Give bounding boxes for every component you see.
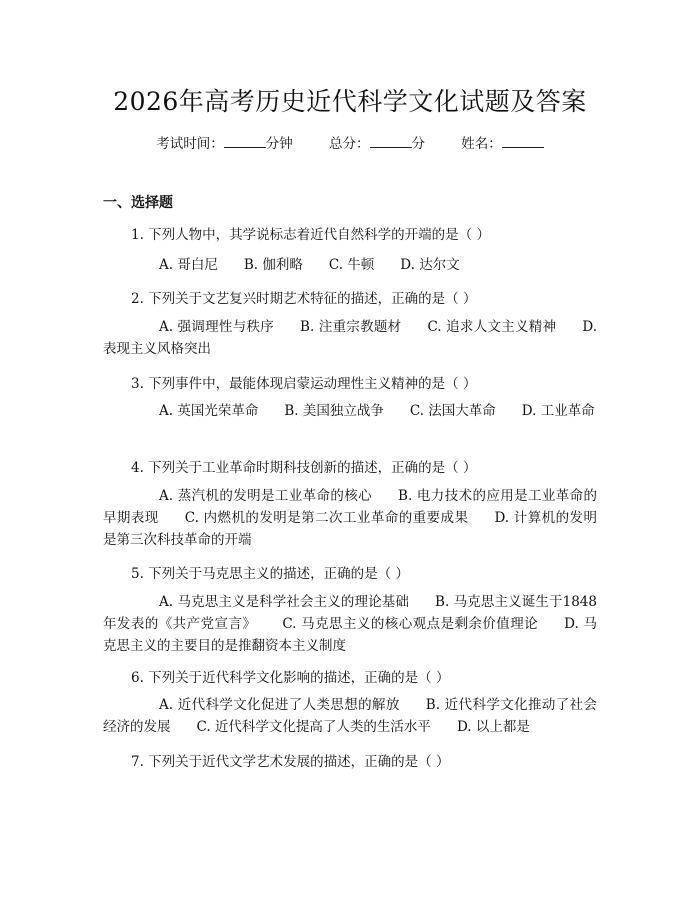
time-unit: 分钟 — [265, 136, 293, 152]
question-options — [103, 591, 597, 657]
option: B. 马克思主义诞生于1848年发表的《共产党宣言》 — [103, 594, 597, 632]
score-unit: 分 — [411, 136, 425, 152]
question-options — [103, 254, 597, 276]
exam-meta — [0, 132, 700, 152]
option: B. 注重宗教题材 — [300, 319, 402, 335]
option: B. 美国独立战争 — [284, 403, 384, 419]
question-stem: 4. 下列关于工业革命时期科技创新的描述，正确的是（ ） — [131, 460, 477, 476]
option: A. 强调理性与秩序 — [159, 319, 275, 335]
option: A. 英国光荣革命 — [159, 403, 259, 419]
time-blank — [224, 135, 266, 148]
option: D. 工业革命 — [521, 403, 595, 419]
section-heading: 一、选择题 — [103, 195, 173, 211]
exam-name — [461, 136, 544, 152]
option: C. 马克思主义的核心观点是剩余价值理论 — [282, 616, 539, 632]
name-label: 姓名： — [461, 136, 502, 152]
option: B. 近代科学文化推动了社会经济的发展 — [103, 697, 597, 735]
option: D. 达尔文 — [400, 257, 460, 273]
option: C. 近代科学文化提高了人类的生活水平 — [196, 719, 431, 735]
option: C. 牛顿 — [328, 257, 375, 273]
question-stem: 7. 下列关于近代文学艺术发展的描述，正确的是（ ） — [131, 754, 450, 770]
question-options — [103, 694, 597, 738]
option: A. 哥白尼 — [159, 257, 218, 273]
time-label: 考试时间： — [156, 136, 224, 152]
question-stem: 5. 下列关于马克思主义的描述，正确的是（ ） — [131, 566, 409, 582]
option: A. 近代科学文化促进了人类思想的解放 — [159, 697, 400, 713]
option: D. 以上都是 — [456, 719, 530, 735]
question-options — [103, 316, 597, 360]
score-label: 总分： — [329, 136, 370, 152]
question-stem: 6. 下列关于近代科学文化影响的描述，正确的是（ ） — [131, 670, 450, 686]
score-blank — [370, 135, 412, 148]
option: A. 马克思主义是科学社会主义的理论基础 — [159, 594, 410, 610]
question-options — [103, 485, 597, 551]
option: C. 追求人文主义精神 — [427, 319, 557, 335]
name-blank — [502, 135, 544, 148]
question-stem: 2. 下列关于文艺复兴时期艺术特征的描述，正确的是（ ） — [131, 291, 477, 307]
option: D. 马克思主义的主要目的是推翻资本主义制度 — [103, 616, 597, 654]
option: C. 法国大革命 — [409, 403, 496, 419]
option: B. 电力技术的应用是工业革命的早期表现 — [103, 488, 597, 526]
option: C. 内燃机的发明是第二次工业革命的重要成果 — [184, 510, 469, 526]
exam-time — [156, 136, 293, 152]
question-options — [103, 400, 597, 422]
question-stem: 3. 下列事件中，最能体现启蒙运动理性主义精神的是（ ） — [131, 376, 477, 392]
option: B. 伽利略 — [243, 257, 303, 273]
option: A. 蒸汽机的发明是工业革命的核心 — [159, 488, 373, 504]
option: D. 表现主义风格突出 — [103, 319, 597, 357]
option: D. 计算机的发明是第三次科技革命的开端 — [103, 510, 597, 548]
exam-score — [329, 136, 425, 152]
question-stem: 1. 下列人物中，其学说标志着近代自然科学的开端的是（ ） — [131, 227, 490, 243]
page-title: 2026年高考历史近代科学文化试题及答案 — [113, 87, 587, 116]
